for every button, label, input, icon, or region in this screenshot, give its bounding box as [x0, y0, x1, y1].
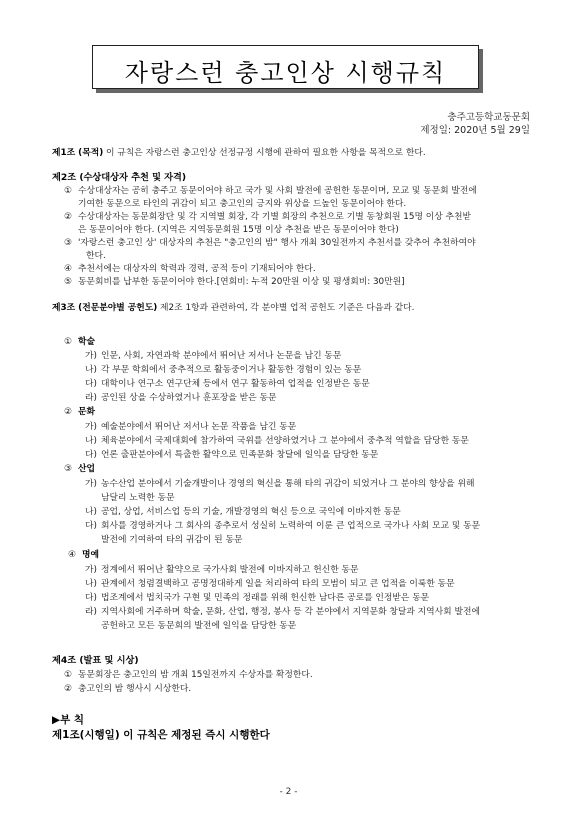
- article-4-item-2: [64, 683, 544, 695]
- item-text: 공업, 상업, 서비스업 등의 기술, 개발경영의 혁신 등으로 국익에 이바지한 동문: [101, 507, 401, 517]
- item-text: 정계에서 뛰어난 활약으로 국가사회 발전에 이바지하고 헌신한 동문: [101, 565, 359, 575]
- supplement-label: ▶부 칙: [52, 714, 85, 726]
- supplement-article-1: 제1조(시행일) 이 규칙은 제정된 즉시 시행한다: [52, 729, 270, 741]
- article-2-item-1-cont: 기여한 동문으로 타인의 귀감이 되고 충고인의 긍지와 위상을 드높인 동문이어야 한다.: [78, 199, 407, 209]
- category-number: ①: [64, 337, 72, 347]
- item-text: 동문회장은 충고인의 밤 개최 15일전까지 수상자를 확정한다.: [78, 670, 313, 680]
- item-text: 관계에서 청렴결백하고 공명정대하게 일을 처리하여 타의 모범이 되고 큰 업적을 이룩한 동문: [101, 579, 455, 589]
- category-name: 학술: [78, 337, 95, 347]
- item-mark: 다): [85, 593, 97, 603]
- item-text: 수상대상자는 동문회장단 및 각 지역별 회장, 각 기별 회장의 추천으로 기별 동창회원 15명 이상 추천받: [78, 212, 472, 222]
- category-number: ③: [64, 464, 72, 474]
- category-item: [85, 350, 565, 362]
- item-text: 예술분야에서 뛰어난 저서나 논문 작품을 남긴 동문: [101, 422, 297, 432]
- item-number: ④: [64, 264, 72, 274]
- category-name: 문화: [78, 407, 95, 417]
- category-item: [85, 392, 565, 404]
- item-text: 농수산업 분야에서 기술개발이나 경영의 혁신을 통해 타의 귀감이 되었거나 그 분야의 향상을 위해: [101, 479, 475, 489]
- category-item: [85, 606, 565, 618]
- category-industry: [64, 463, 544, 475]
- category-item: [85, 520, 565, 532]
- item-text: 동문회비를 납부한 동문이어야 한다.[연회비: 누적 20만원 이상 및 평생회비: 30만원]: [78, 277, 405, 287]
- category-item: [85, 478, 565, 490]
- category-item-cont: 공헌하고 모든 동문회의 발전에 일익을 담당한 동문: [101, 621, 297, 631]
- item-text: 회사를 경영하거나 그 회사의 종추로서 성실히 노력하여 이룬 큰 업적으로 국가나 사회 모교 및 동문: [101, 521, 481, 531]
- organization-name: 충주고등학교동문회: [447, 112, 530, 123]
- item-mark: 라): [85, 607, 97, 617]
- item-text: 법조계에서 법치국가 구현 및 민족의 정래를 위해 헌신한 남다른 공로를 인정받은 동문: [101, 593, 430, 603]
- item-text: 언론 출판분야에서 특출한 활약으로 민족문화 창달에 일익을 담당한 동문: [101, 450, 379, 460]
- article-3-text: 제2조 1항과 관련하여, 각 분야별 업적 공헌도 기준은 다음과 같다.: [157, 303, 415, 313]
- item-number: ①: [64, 186, 72, 196]
- article-1-text: 이 규칙은 자랑스런 충고인상 선정규정 시행에 관하여 필요한 사항을 목적으로 한다.: [103, 148, 426, 158]
- item-text: 충고인의 밤 행사시 시상한다.: [78, 684, 192, 694]
- item-number: ①: [64, 670, 72, 680]
- article-2-item-5: [64, 276, 544, 288]
- item-text: 추천서에는 대상자의 학력과 경력, 공적 등이 기재되어야 한다.: [78, 264, 316, 274]
- item-number: ⑤: [64, 277, 72, 287]
- article-3: [52, 302, 532, 314]
- item-mark: 나): [85, 507, 97, 517]
- article-2-item-2: [64, 211, 544, 223]
- category-item: [85, 421, 565, 433]
- item-text: 인문, 사회, 자연과학 분야에서 뛰어난 저서나 논문을 남긴 동문: [101, 351, 342, 361]
- item-mark: 다): [85, 450, 97, 460]
- item-text: 각 부문 학회에서 중추적으로 활동중이거나 활동한 경험이 있는 동문: [101, 365, 362, 375]
- category-item: [85, 592, 565, 604]
- category-name: 산업: [78, 464, 95, 474]
- article-2-item-2-cont: 은 동문이어야 한다. (지역은 지역동문회원 15명 이상 추천을 받은 동문이어야 한다): [78, 225, 399, 235]
- article-2-item-4: [64, 263, 544, 275]
- category-academic: [64, 336, 544, 348]
- article-2-item-1: [64, 185, 544, 197]
- item-mark: 나): [85, 436, 97, 446]
- category-number: ④: [68, 550, 76, 560]
- article-4-item-1: [64, 669, 544, 681]
- document-title: 자랑스런 충고인상 시행규칙: [124, 59, 447, 87]
- item-text: 지역사회에 거주하며 학술, 문화, 산업, 행정, 봉사 등 각 분야에서 지역문화 창달과 지역사회 발전에: [101, 607, 480, 617]
- category-honor: [68, 549, 548, 561]
- item-text: '자랑스런 충고인 상' 대상자의 추천은 "충고인의 밤" 행사 개최 30일전까지 추천서를 갖추어 추천하여야: [78, 238, 476, 248]
- item-mark: 가): [85, 565, 97, 575]
- item-mark: 다): [85, 379, 97, 389]
- category-item: [85, 364, 565, 376]
- category-item: [85, 378, 565, 390]
- item-number: ③: [64, 238, 72, 248]
- item-text: 공인된 상을 수상하였거나 훈포장을 받은 동문: [101, 393, 277, 403]
- category-item: [85, 564, 565, 576]
- category-item: [85, 578, 565, 590]
- category-number: ②: [64, 407, 72, 417]
- article-1: [52, 147, 532, 159]
- item-number: ②: [64, 684, 72, 694]
- category-item: [85, 506, 565, 518]
- title-box: [92, 45, 479, 89]
- item-number: ②: [64, 212, 72, 222]
- category-item-cont: 남달리 노력한 동문: [101, 493, 175, 503]
- article-3-label: 제3조 (전문분야별 공헌도): [52, 303, 158, 313]
- article-2-heading: 제2조 (수상대상자 추천 및 자격): [52, 172, 187, 183]
- article-2-item-3: [64, 237, 544, 249]
- category-culture: [64, 406, 544, 418]
- category-item: [85, 435, 565, 447]
- category-item: [85, 449, 565, 461]
- article-2-item-3-cont: 한다.: [86, 251, 106, 261]
- item-mark: 가): [85, 351, 97, 361]
- item-mark: 나): [85, 365, 97, 375]
- item-text: 대학이나 연구소 연구단체 등에서 연구 활동하여 업적을 인정받은 동문: [101, 379, 370, 389]
- item-mark: 다): [85, 521, 97, 531]
- item-mark: 가): [85, 422, 97, 432]
- article-4-heading: 제4조 (발표 및 시상): [52, 655, 139, 666]
- item-text: 수상대상자는 공히 충주고 동문이어야 하고 국가 및 사회 발전에 공헌한 동문이며, 모교 및 동문회 발전에: [78, 186, 477, 196]
- item-mark: 나): [85, 579, 97, 589]
- item-mark: 라): [85, 393, 97, 403]
- item-mark: 가): [85, 479, 97, 489]
- category-name: 명예: [82, 550, 99, 560]
- category-item-cont: 발전에 기여하여 타의 귀감이 된 동문: [101, 535, 243, 545]
- item-text: 체육분야에서 국제대회에 참가하여 국위를 선양하였거나 그 분야에서 중추적 역할을 담당한 동문: [101, 436, 469, 446]
- page-number: - 2 -: [279, 787, 298, 797]
- article-1-label: 제1조 (목적): [52, 148, 104, 158]
- enactment-date: 제정일: 2020년 5월 29일: [420, 125, 530, 136]
